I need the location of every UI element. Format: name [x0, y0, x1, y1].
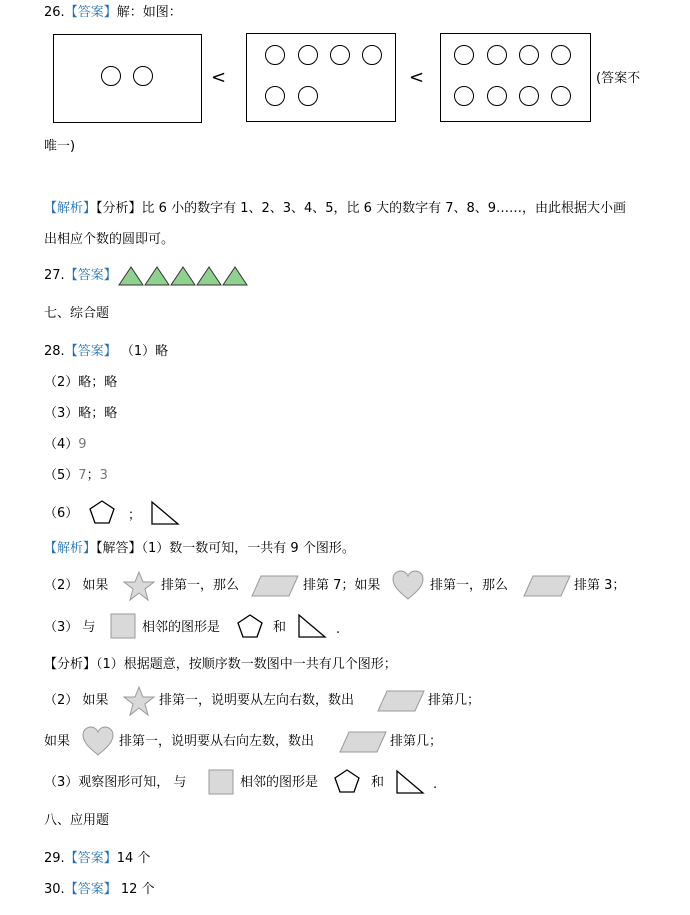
- less-than-sign: <: [211, 67, 227, 88]
- jieda-tag: 【解答】: [96, 541, 142, 556]
- green-triangles: [118, 265, 248, 287]
- text: 排第一，那么: [161, 578, 240, 593]
- text: （2） 如果: [44, 578, 109, 593]
- q28-jiexi-2: [44, 577, 108, 595]
- circle: [298, 45, 318, 65]
- answer-tag: 【答案】: [64, 5, 117, 20]
- q28-a6-sep: ；: [128, 508, 142, 523]
- green-triangle-icon: [223, 267, 247, 285]
- green-triangle-icon: [171, 267, 195, 285]
- q26-note-cont: 唯一): [44, 139, 76, 154]
- pentagon-icon: [236, 613, 264, 639]
- answer-tag: 【答案】: [64, 851, 117, 866]
- analysis-tag: 【解析】: [44, 541, 97, 556]
- q29-number: 29.: [44, 851, 65, 866]
- heart-icon: [391, 569, 425, 601]
- star-icon: [123, 570, 155, 602]
- section-heading-7: 七、综合题: [44, 306, 110, 321]
- green-triangle-icon: [119, 267, 143, 285]
- q26-analysis: [44, 200, 626, 218]
- q28-a2: （2）略；略: [44, 375, 118, 390]
- green-triangle-icon: [197, 267, 221, 285]
- circle: [454, 45, 474, 65]
- q28-a5-label: （5）: [44, 468, 79, 483]
- q28-a6-label: （6）: [44, 506, 79, 521]
- q27-answer: [44, 267, 117, 285]
- circle: [519, 45, 539, 65]
- text: 排第 7；如果: [303, 578, 381, 593]
- answer-tag: 【答案】: [64, 344, 117, 359]
- less-than-sign: <: [409, 67, 425, 88]
- circle: [551, 45, 571, 65]
- text: 排第一，那么: [430, 578, 509, 593]
- q27-number: 27.: [44, 268, 65, 283]
- parallelogram-icon: [523, 574, 571, 598]
- q26-note: (答案不: [596, 71, 641, 86]
- text: 排第一，说明要从左向右数，数出: [159, 693, 355, 708]
- parallelogram-icon: [377, 689, 425, 713]
- green-triangle-icon: [145, 267, 169, 285]
- circle: [133, 66, 153, 86]
- q28-answer: [44, 343, 168, 361]
- circle: [298, 86, 318, 106]
- q26-text: 解：如图：: [116, 5, 182, 20]
- analysis-tag: 【解析】: [44, 201, 97, 216]
- parallelogram-icon: [251, 574, 299, 598]
- square-icon: [208, 769, 234, 795]
- q28-a4: [44, 436, 87, 454]
- text: 相邻的图形是: [142, 620, 221, 635]
- pentagon-icon: [88, 499, 116, 525]
- circle: [362, 45, 382, 65]
- q28-fenxi-4: （3）观察图形可知， 与: [44, 775, 187, 790]
- square-icon: [110, 613, 136, 639]
- fenxi-tag: 【分析】: [96, 201, 142, 216]
- text: .: [336, 622, 341, 637]
- text: 排第几；: [390, 734, 443, 749]
- parallelogram-icon: [339, 730, 387, 754]
- q26-analysis-cont: 出相应个数的圆即可。: [44, 232, 175, 247]
- star-icon: [123, 685, 155, 717]
- analysis-text: 比 6 小的数字有 1、2、3、4、5，比 6 大的数字有 7、8、9……，由此根据大小画: [141, 201, 627, 216]
- q28-jiexi-3: （3） 与: [44, 620, 96, 635]
- text: 和: [371, 775, 385, 790]
- q28-a4-value: 9: [78, 437, 87, 452]
- circle: [265, 45, 285, 65]
- circle: [487, 45, 507, 65]
- section-heading-8: 八、应用题: [44, 813, 110, 828]
- q28-a5-v2: 3: [99, 468, 108, 483]
- q28-a3: （3）略；略: [44, 406, 118, 421]
- q28-fenxi: [44, 656, 397, 674]
- q28-a4-label: （4）: [44, 437, 79, 452]
- circle: [101, 66, 121, 86]
- text: .: [433, 777, 438, 792]
- q28-fenxi-2: （2） 如果: [44, 693, 109, 708]
- q28-a5: [44, 467, 108, 485]
- q28-a5-v1: 7: [78, 468, 87, 483]
- right-triangle-icon: [150, 500, 180, 526]
- circle: [265, 86, 285, 106]
- circle: [487, 86, 507, 106]
- q30-number: 30.: [44, 882, 65, 897]
- pentagon-icon: [333, 768, 361, 794]
- circle: [551, 86, 571, 106]
- q29-value: 14 个: [116, 851, 151, 866]
- q26-number: 26.: [44, 5, 65, 20]
- circle: [454, 86, 474, 106]
- right-triangle-icon: [395, 769, 425, 795]
- heart-icon: [81, 725, 115, 757]
- text: 相邻的图形是: [240, 775, 319, 790]
- q28-number: 28.: [44, 344, 65, 359]
- text: 排第一，说明要从右向左数，数出: [119, 734, 315, 749]
- fenxi-text: （1）根据题意，按顺序数一数图中一共有几个图形；: [96, 657, 397, 672]
- circle: [330, 45, 350, 65]
- q29-answer: [44, 850, 150, 868]
- q28-fenxi-3: 如果: [44, 734, 71, 749]
- answer-tag: 【答案】: [64, 268, 117, 283]
- q30-answer: [44, 881, 155, 899]
- q28-a1: （1）略: [120, 344, 169, 359]
- jiexi-text: （1）数一数可知，一共有 9 个图形。: [141, 541, 355, 556]
- box-two-circles: [53, 34, 202, 123]
- fenxi-tag: 【分析】: [44, 657, 97, 672]
- circle: [519, 86, 539, 106]
- right-triangle-icon: [297, 613, 327, 639]
- text: 和: [273, 620, 287, 635]
- answer-tag: 【答案】: [64, 882, 117, 897]
- q28-jiexi: [44, 540, 355, 558]
- q26-answer: [44, 4, 182, 22]
- q28-a5-sep: ；: [86, 468, 100, 483]
- text: 排第几；: [428, 693, 481, 708]
- text: 排第 3；: [574, 578, 626, 593]
- q30-value: 12 个: [120, 882, 155, 897]
